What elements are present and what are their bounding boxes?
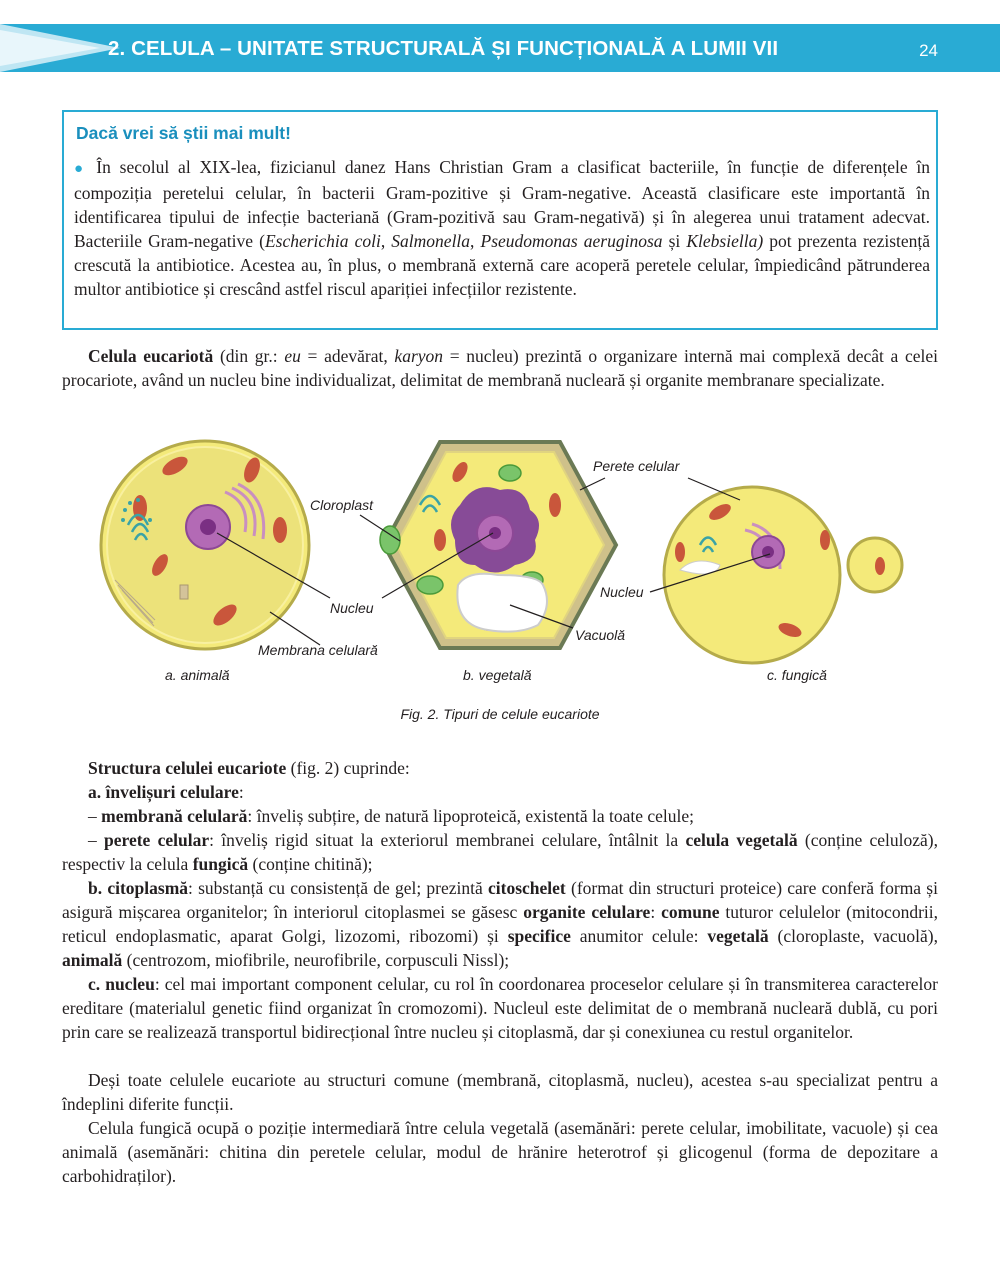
species-name: Klebsiella) bbox=[686, 231, 764, 251]
term: citoschelet bbox=[488, 878, 566, 898]
specialization-paragraph: Deși toate celulele eucariote au structuri comune (membrană, citoplasmă, nucleu), acestea s-au specializat pentru a îndeplini diferite funcții. bbox=[62, 1070, 938, 1114]
figure-caption: Fig. 2. Tipuri de celule eucariote bbox=[400, 706, 600, 722]
label-fungal-cell: c. fungică bbox=[767, 667, 827, 683]
bullet-icon: ● bbox=[74, 161, 88, 177]
species-name: Salmonella bbox=[391, 231, 471, 251]
text-run: : substanță cu consistență de gel; prezintă bbox=[188, 878, 489, 898]
label-nucleus: Nucleu bbox=[330, 600, 374, 616]
label-plant-cell: b. vegetală bbox=[463, 667, 532, 683]
label-cell-membrane: Membrana celulară bbox=[258, 642, 378, 658]
text-run: : bbox=[238, 782, 244, 802]
term: vegetală bbox=[707, 926, 769, 946]
label-chloroplast: Cloroplast bbox=[310, 497, 374, 513]
info-box-text bbox=[74, 155, 930, 301]
page-number: 24 bbox=[919, 41, 938, 60]
greek-term: eu bbox=[284, 346, 301, 366]
text-run: – bbox=[88, 806, 102, 826]
eukaryotic-cells-figure bbox=[95, 435, 915, 685]
text-run: : bbox=[650, 902, 662, 922]
species-name: Escherichia coli bbox=[264, 231, 381, 251]
text-run: (din gr.: bbox=[213, 346, 285, 366]
term: comune bbox=[661, 902, 720, 922]
text-run: și bbox=[662, 231, 687, 251]
text-run: (fig. 2) cuprinde: bbox=[286, 758, 410, 778]
text-run: În secolul al XIX-lea, fizicianul danez Hans Christian Gram a clasificat bacteriile, în funcție de diferențele în compoziția peretelui celular, în bacterii Gram-pozitive și Gram-negative. Această clasificare este importantă în identificarea tipului de infecție bacteriană (Gram-pozitivă sau Gram-negativă) și în alegerea unui tratament adecvat. Bacteriile Gram-negative ( bbox=[74, 157, 931, 251]
label-vacuole: Vacuolă bbox=[575, 627, 626, 643]
text-run: = nucleu) prezintă o organizare internă mai complexă decât a celei procariote, având un nucleu bine individualizat, delimitat de membrană nucleară și organite membranare specializate. bbox=[62, 346, 938, 390]
fungal-cell-paragraph: Celula fungică ocupă o poziție intermediară între celula vegetală (asemănări: perete celular, imobilitate, vacuole) și cea animală (asemănări: chitina din peretele celular, modul de hrănire heterotrof și glicogenul (forma de depozitare a carbohidraților). bbox=[62, 1118, 938, 1186]
term: specifice bbox=[507, 926, 571, 946]
text-run: : cel mai important component celular, cu rol în coordonarea proceselor celulare și în transmiterea caracterelor ereditare (materialul genetic fiind organizat în cromozomi). Nucleul este delimitat de o membrană nucleară dublă, cu pori prin care se realizează transportul bidirecțional între nucleu și citoplasmă, dar și conexiunea cu restul organitelor. bbox=[62, 974, 938, 1042]
text-run: tuturor celulelor (mitocondrii, reticul endoplasmatic, aparat Golgi, lizozomi, ribozomi) și bbox=[62, 902, 938, 946]
term: c. nucleu bbox=[88, 974, 155, 994]
text-run: (conține celuloză), respectiv la celula bbox=[62, 830, 938, 874]
info-box-title: Dacă vrei să știi mai mult! bbox=[76, 123, 291, 143]
cell-wall-item bbox=[62, 828, 938, 876]
intro-paragraph bbox=[62, 344, 938, 392]
chapter-title: 2. CELULA – UNITATE STRUCTURALĂ ȘI FUNCȚIONALĂ A LUMII VII bbox=[108, 37, 779, 60]
term: celula vegetală bbox=[685, 830, 798, 850]
greek-term: karyon bbox=[394, 346, 444, 366]
species-name: Pseudomonas aeruginosa bbox=[480, 231, 663, 251]
fungal-cell bbox=[664, 487, 902, 663]
text-run: = adevărat, bbox=[300, 346, 395, 366]
term: Structura celulei eucariote bbox=[88, 758, 287, 778]
term: membrană celulară bbox=[101, 806, 248, 826]
plant-cell bbox=[380, 442, 616, 648]
term: perete celular bbox=[104, 830, 210, 850]
term: a. învelișuri celulare bbox=[88, 782, 239, 802]
text-run: – bbox=[88, 830, 105, 850]
nucleus-item bbox=[62, 972, 938, 1044]
text-run: : înveliș rigid situat la exteriorul membranei celulare, întâlnit la bbox=[209, 830, 686, 850]
text-run: (format din structuri proteice) care conferă forma și asigură mișcarea organitelor; în interiorul citoplasmei se găsesc bbox=[62, 878, 938, 922]
term: animală bbox=[62, 950, 123, 970]
text-run: pot prezenta rezistență crescută la antibiotice. Acestea au, în plus, o membrană externă care acoperă peretele celular, împiedicând pătrunderea multor antibiotice și crescând astfel riscul apariției infecțiilor rezistente. bbox=[74, 231, 931, 299]
text-run: : înveliș subțire, de natură lipoproteică, existentă la toate celule; bbox=[247, 806, 694, 826]
term: organite celulare bbox=[523, 902, 651, 922]
text-run: , bbox=[380, 231, 392, 251]
info-box bbox=[62, 110, 938, 330]
text-run: (cloroplaste, vacuolă), bbox=[768, 926, 938, 946]
term: Celula eucariotă bbox=[88, 346, 214, 366]
membrane-item bbox=[62, 804, 938, 828]
text-run: (centrozom, miofibrile, neurofibrile, corpusculi Nissl); bbox=[122, 950, 510, 970]
cytoplasm-item bbox=[62, 876, 938, 972]
text-run: anumitor celule: bbox=[570, 926, 708, 946]
structure-intro bbox=[62, 756, 938, 780]
text-run: , bbox=[470, 231, 481, 251]
label-animal-cell: a. animală bbox=[165, 667, 230, 683]
label-cell-wall: Perete celular bbox=[593, 458, 680, 474]
term: b. citoplasmă bbox=[88, 878, 189, 898]
label-nucleus-fungal: Nucleu bbox=[600, 584, 644, 600]
term: fungică bbox=[192, 854, 249, 874]
text-run: (conține chitină); bbox=[248, 854, 373, 874]
section-a-heading bbox=[62, 780, 938, 804]
